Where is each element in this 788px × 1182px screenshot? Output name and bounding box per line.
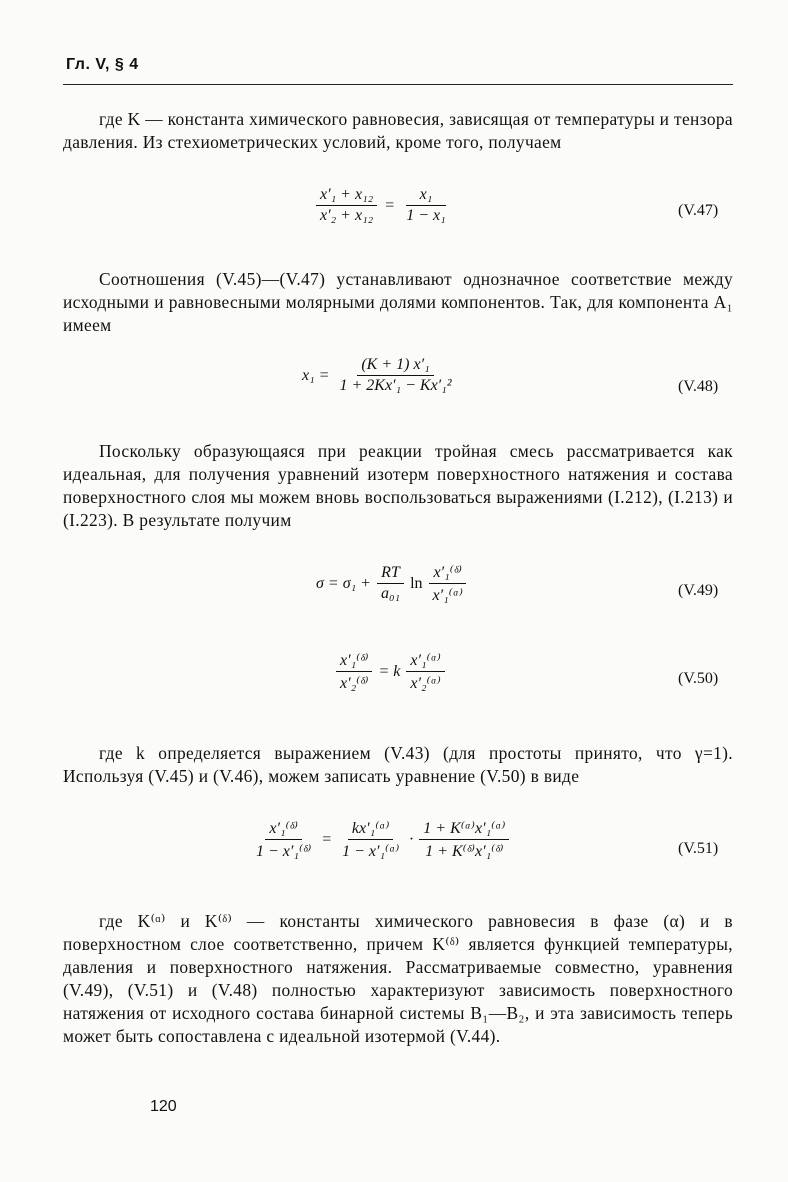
- eq51-a-num: x′₁⁽ᵟ⁾: [265, 818, 301, 840]
- eq48-num: (K + 1) x′₁: [357, 356, 433, 376]
- eq47-rhs-den: 1 − x₁: [406, 207, 446, 224]
- eq51-a-fraction: [252, 818, 315, 861]
- paragraph-1: [63, 108, 733, 154]
- eq50-right-fraction: [406, 650, 444, 693]
- eq50-left-num: x′₁⁽ᵟ⁾: [336, 650, 372, 672]
- eq47-lhs-den: x′₂ + x₁₂: [320, 207, 374, 224]
- eq49-coef-num: RT: [377, 564, 404, 584]
- paragraph-2: [63, 268, 733, 337]
- eq49-coef-den: a₀₁: [380, 585, 401, 602]
- eq47-rhs-fraction: [402, 186, 449, 225]
- eq50-mid: = k: [378, 662, 401, 680]
- paragraph-3-text: Поскольку образующаяся при реакции тройная смесь рассматривается как идеальная, для получения уравнений изотерм поверхностного натяжения и состава поверхностного слоя мы можем вновь воспользоваться выражениями (I.212), (I.213) и (I.223). В результате получим: [63, 441, 733, 530]
- paragraph-1-text: где K — константа химического равновесия, зависящая от температуры и тензора давления. Из стехиометрических условий, кроме того, получаем: [63, 109, 733, 152]
- running-header: Гл. V, § 4: [66, 56, 139, 73]
- eq51-dot: ·: [409, 830, 414, 848]
- eq48-label: (V.48): [678, 378, 719, 395]
- eq51-a-den: 1 − x′₁⁽ᵟ⁾: [256, 843, 312, 860]
- eq47-lhs-num: x′₁ + x₁₂: [316, 186, 377, 206]
- eq51-equals: =: [321, 830, 333, 848]
- eq47-equals: =: [385, 196, 395, 214]
- eq50-left-fraction: [336, 650, 372, 693]
- paragraph-5-text: где K⁽ᵅ⁾ и K⁽ᵟ⁾ — константы химического равновесия в фазе (α) и в поверхностном слое соответственно, причем K⁽ᵟ⁾ является функцией температуры, давления и поверхностного натяжения. Рассматриваемые совместно, уравнения (V.49), (V.51) и (V.48) полностью характеризуют зависимость поверхностного натяжения от исходного состава бинарной системы B₁—B₂, и эта зависимость теперь может быть сопоставлена с идеальной изотермой (V.44).: [63, 911, 733, 1046]
- eq49-ratio-den: x′₁⁽ᵅ⁾: [432, 587, 463, 604]
- eq50-label: (V.50): [678, 670, 719, 687]
- eq51-b-num: kx′₁⁽ᵅ⁾: [348, 818, 394, 840]
- eq51-c-fraction: [419, 818, 509, 861]
- header-rule: [63, 84, 733, 85]
- eq51-b-fraction: [338, 818, 403, 861]
- eq48-den: 1 + 2Kx′₁ − Kx′₁²: [339, 377, 452, 394]
- paragraph-2-text: Соотношения (V.45)—(V.47) устанавливают однозначное соответствие между исходными и равновесными молярными долями компонентов. Так, для компонента A₁ имеем: [63, 269, 733, 335]
- eq50-right-num: x′₁⁽ᵅ⁾: [406, 650, 444, 672]
- paragraph-3: [63, 440, 733, 532]
- eq47-label: (V.47): [678, 202, 719, 219]
- paragraph-5: [63, 910, 733, 1048]
- eq49-ratio-num: x′₁⁽ᵟ⁾: [429, 562, 465, 584]
- equation-v49: [316, 562, 467, 605]
- equation-v50: [336, 650, 445, 693]
- eq49-coef-fraction: [377, 564, 404, 603]
- eq51-label: (V.51): [678, 840, 719, 857]
- paragraph-4-text: где k определяется выражением (V.43) (для простоты принято, что γ=1). Используя (V.45) и (V.46), можем записать уравнение (V.50) в виде: [63, 743, 733, 786]
- equation-v51: [252, 818, 509, 861]
- equation-v47: [316, 186, 450, 225]
- eq51-b-den: 1 − x′₁⁽ᵅ⁾: [342, 843, 400, 860]
- eq49-ratio-fraction: [429, 562, 467, 605]
- equation-v48: [302, 356, 456, 395]
- page-number: 120: [150, 1098, 177, 1115]
- eq48-fraction: [335, 356, 455, 395]
- eq47-rhs-num: x₁: [406, 186, 447, 206]
- eq50-left-den: x′₂⁽ᵟ⁾: [340, 675, 369, 692]
- eq50-right-den: x′₂⁽ᵅ⁾: [410, 675, 441, 692]
- eq51-c-num: 1 + K⁽ᵅ⁾x′₁⁽ᵅ⁾: [419, 818, 509, 840]
- paragraph-4: [63, 742, 733, 788]
- eq51-c-den: 1 + K⁽ᵟ⁾x′₁⁽ᵟ⁾: [425, 843, 504, 860]
- eq49-label: (V.49): [678, 582, 719, 599]
- eq49-lhs: σ = σ₁ +: [316, 574, 371, 592]
- eq47-lhs-fraction: [316, 186, 377, 225]
- eq48-lhs: x₁ =: [302, 366, 330, 384]
- eq49-ln: ln: [410, 574, 423, 592]
